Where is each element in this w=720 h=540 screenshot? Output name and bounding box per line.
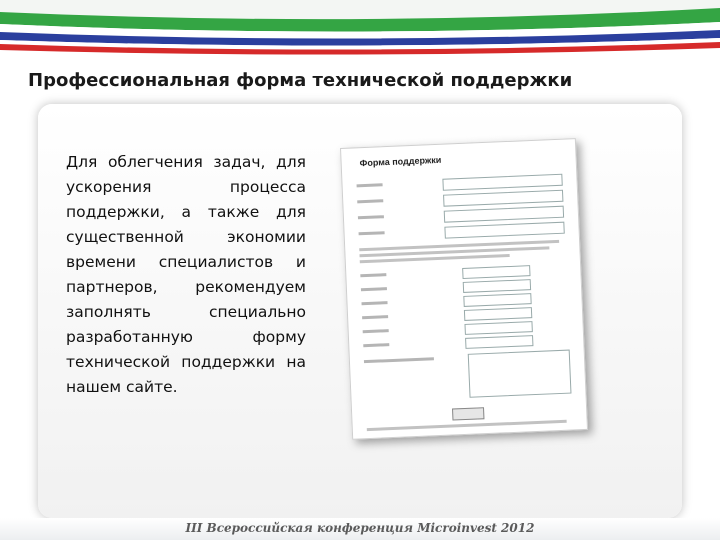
flag-stripes-decoration xyxy=(0,0,720,60)
slide-title: Профессиональная форма технической поддержки xyxy=(28,70,573,91)
support-form-screenshot xyxy=(340,138,588,440)
form-row-textarea xyxy=(364,350,572,403)
footer-text: III Всероссийская конференция Microinvest 2012 xyxy=(185,521,535,535)
form-screenshot-title: Форма поддержки xyxy=(359,154,442,169)
form-note-line xyxy=(367,420,567,431)
body-paragraph: Для облегчения задач, для ускорения процесса поддержки, а также для существенной экономии времени специалистов и партнеров, рекомендуем заполнять специально разработанную форму технической поддержки на нашем сайте. xyxy=(66,153,306,396)
form-submit-button xyxy=(452,407,484,420)
